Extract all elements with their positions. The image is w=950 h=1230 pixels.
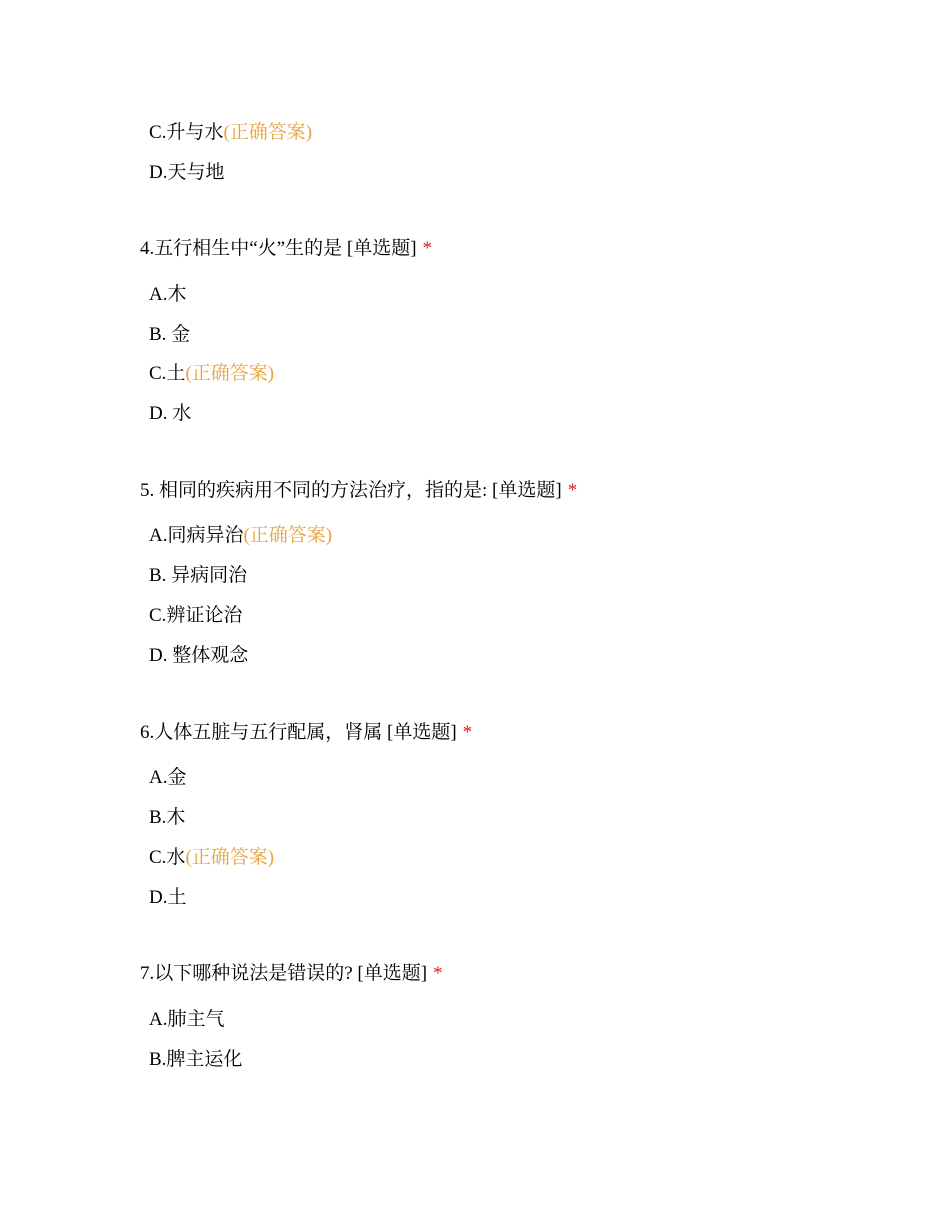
- q6-option-b[interactable]: [149, 806, 185, 830]
- q4-option-c[interactable]: [149, 362, 274, 386]
- q6-option-a[interactable]: [149, 766, 186, 790]
- correct-answer-note: (正确答案): [185, 363, 275, 384]
- option-text: A.肺主气: [149, 1009, 225, 1030]
- q5-option-a[interactable]: [149, 524, 332, 548]
- option-text: B.木: [149, 807, 186, 828]
- q5-option-c[interactable]: [149, 604, 242, 628]
- required-mark: *: [433, 963, 443, 984]
- option-text: B. 异病同治: [149, 565, 248, 586]
- q6-option-d[interactable]: [149, 886, 186, 910]
- q3-option-d[interactable]: [149, 161, 224, 185]
- option-text: A.金: [149, 767, 187, 788]
- correct-answer-note: (正确答案): [243, 525, 333, 546]
- option-text: B. 金: [149, 324, 191, 345]
- q5-option-b[interactable]: [149, 564, 247, 588]
- option-text: D. 整体观念: [149, 645, 249, 666]
- q6-option-c[interactable]: [149, 846, 274, 870]
- correct-answer-note: (正确答案): [185, 847, 275, 868]
- q4-option-b[interactable]: [149, 323, 190, 347]
- required-mark: *: [462, 722, 473, 743]
- question-5-title: [140, 479, 577, 503]
- question-text: 6.人体五脏与五行配属，肾属 [单选题]: [140, 722, 457, 743]
- option-text: C.土: [149, 363, 186, 384]
- q7-option-b[interactable]: [149, 1048, 242, 1072]
- option-text: A.同病异治: [149, 525, 244, 546]
- correct-answer-note: (正确答案): [223, 122, 313, 143]
- question-6-title: [140, 721, 472, 745]
- q7-option-a[interactable]: [149, 1008, 224, 1032]
- required-mark: *: [422, 238, 433, 259]
- q4-option-d[interactable]: [149, 402, 191, 426]
- q4-option-a[interactable]: [149, 283, 186, 307]
- question-4-title: [140, 237, 432, 261]
- option-text: C.水: [149, 847, 186, 868]
- option-text: B.脾主运化: [149, 1049, 243, 1070]
- option-text: D.天与地: [149, 162, 225, 183]
- option-text: C.辨证论治: [149, 605, 243, 626]
- question-text: 4.五行相生中“火”生的是 [单选题]: [140, 238, 417, 259]
- option-text: D.土: [149, 887, 187, 908]
- option-text: D. 水: [149, 403, 192, 424]
- option-text: A.木: [149, 284, 187, 305]
- question-text: 5. 相同的疾病用不同的方法治疗，指的是: [单选题]: [140, 480, 562, 501]
- option-text: C.升与水: [149, 122, 224, 143]
- question-7-title: [140, 962, 443, 986]
- q3-option-c[interactable]: [149, 121, 312, 145]
- question-text: 7.以下哪种说法是错误的? [单选题]: [140, 963, 428, 984]
- required-mark: *: [567, 480, 578, 501]
- q5-option-d[interactable]: [149, 644, 248, 668]
